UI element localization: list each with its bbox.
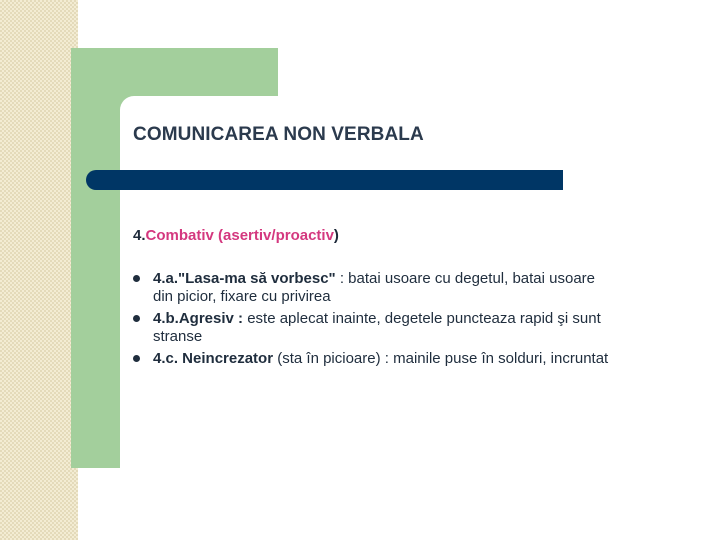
- bullet-text: este aplecat inainte, degetele puncteaza rapid şi sunt stranse: [153, 310, 601, 345]
- subtitle-paren-keyword: asertiv/proactiv: [223, 227, 334, 244]
- bullet-dot-icon: [133, 355, 140, 362]
- bullet-dot-icon: [133, 275, 140, 282]
- bullet-item: [133, 350, 613, 368]
- textured-side-strip: [0, 0, 78, 540]
- bullet-bold-text: 4.a."Lasa-ma să vorbesc": [153, 270, 336, 287]
- slide-title: COMUNICAREA NON VERBALA: [133, 124, 424, 145]
- bullet-list: [133, 270, 613, 372]
- bullet-text: : batai usoare cu degetul, batai usoare din picior, fixare cu privirea: [153, 270, 596, 305]
- subtitle-number: 4.: [133, 227, 146, 244]
- bullet-item: [133, 270, 613, 306]
- bullet-dot-icon: [133, 315, 140, 322]
- bullet-item: [133, 310, 613, 346]
- slide-subtitle: [133, 227, 339, 244]
- subtitle-keyword: Combativ: [145, 227, 214, 244]
- bullet-bold-text: 4.b.Agresiv :: [153, 310, 244, 327]
- title-underline-bar: [86, 170, 563, 190]
- bullet-text: (sta în picioare) : mainile puse în solduri, incruntat: [273, 350, 609, 367]
- subtitle-paren-open: (: [213, 227, 224, 244]
- bullet-bold-text: 4.c. Neincrezator: [153, 350, 274, 367]
- subtitle-paren-close: ): [333, 227, 339, 244]
